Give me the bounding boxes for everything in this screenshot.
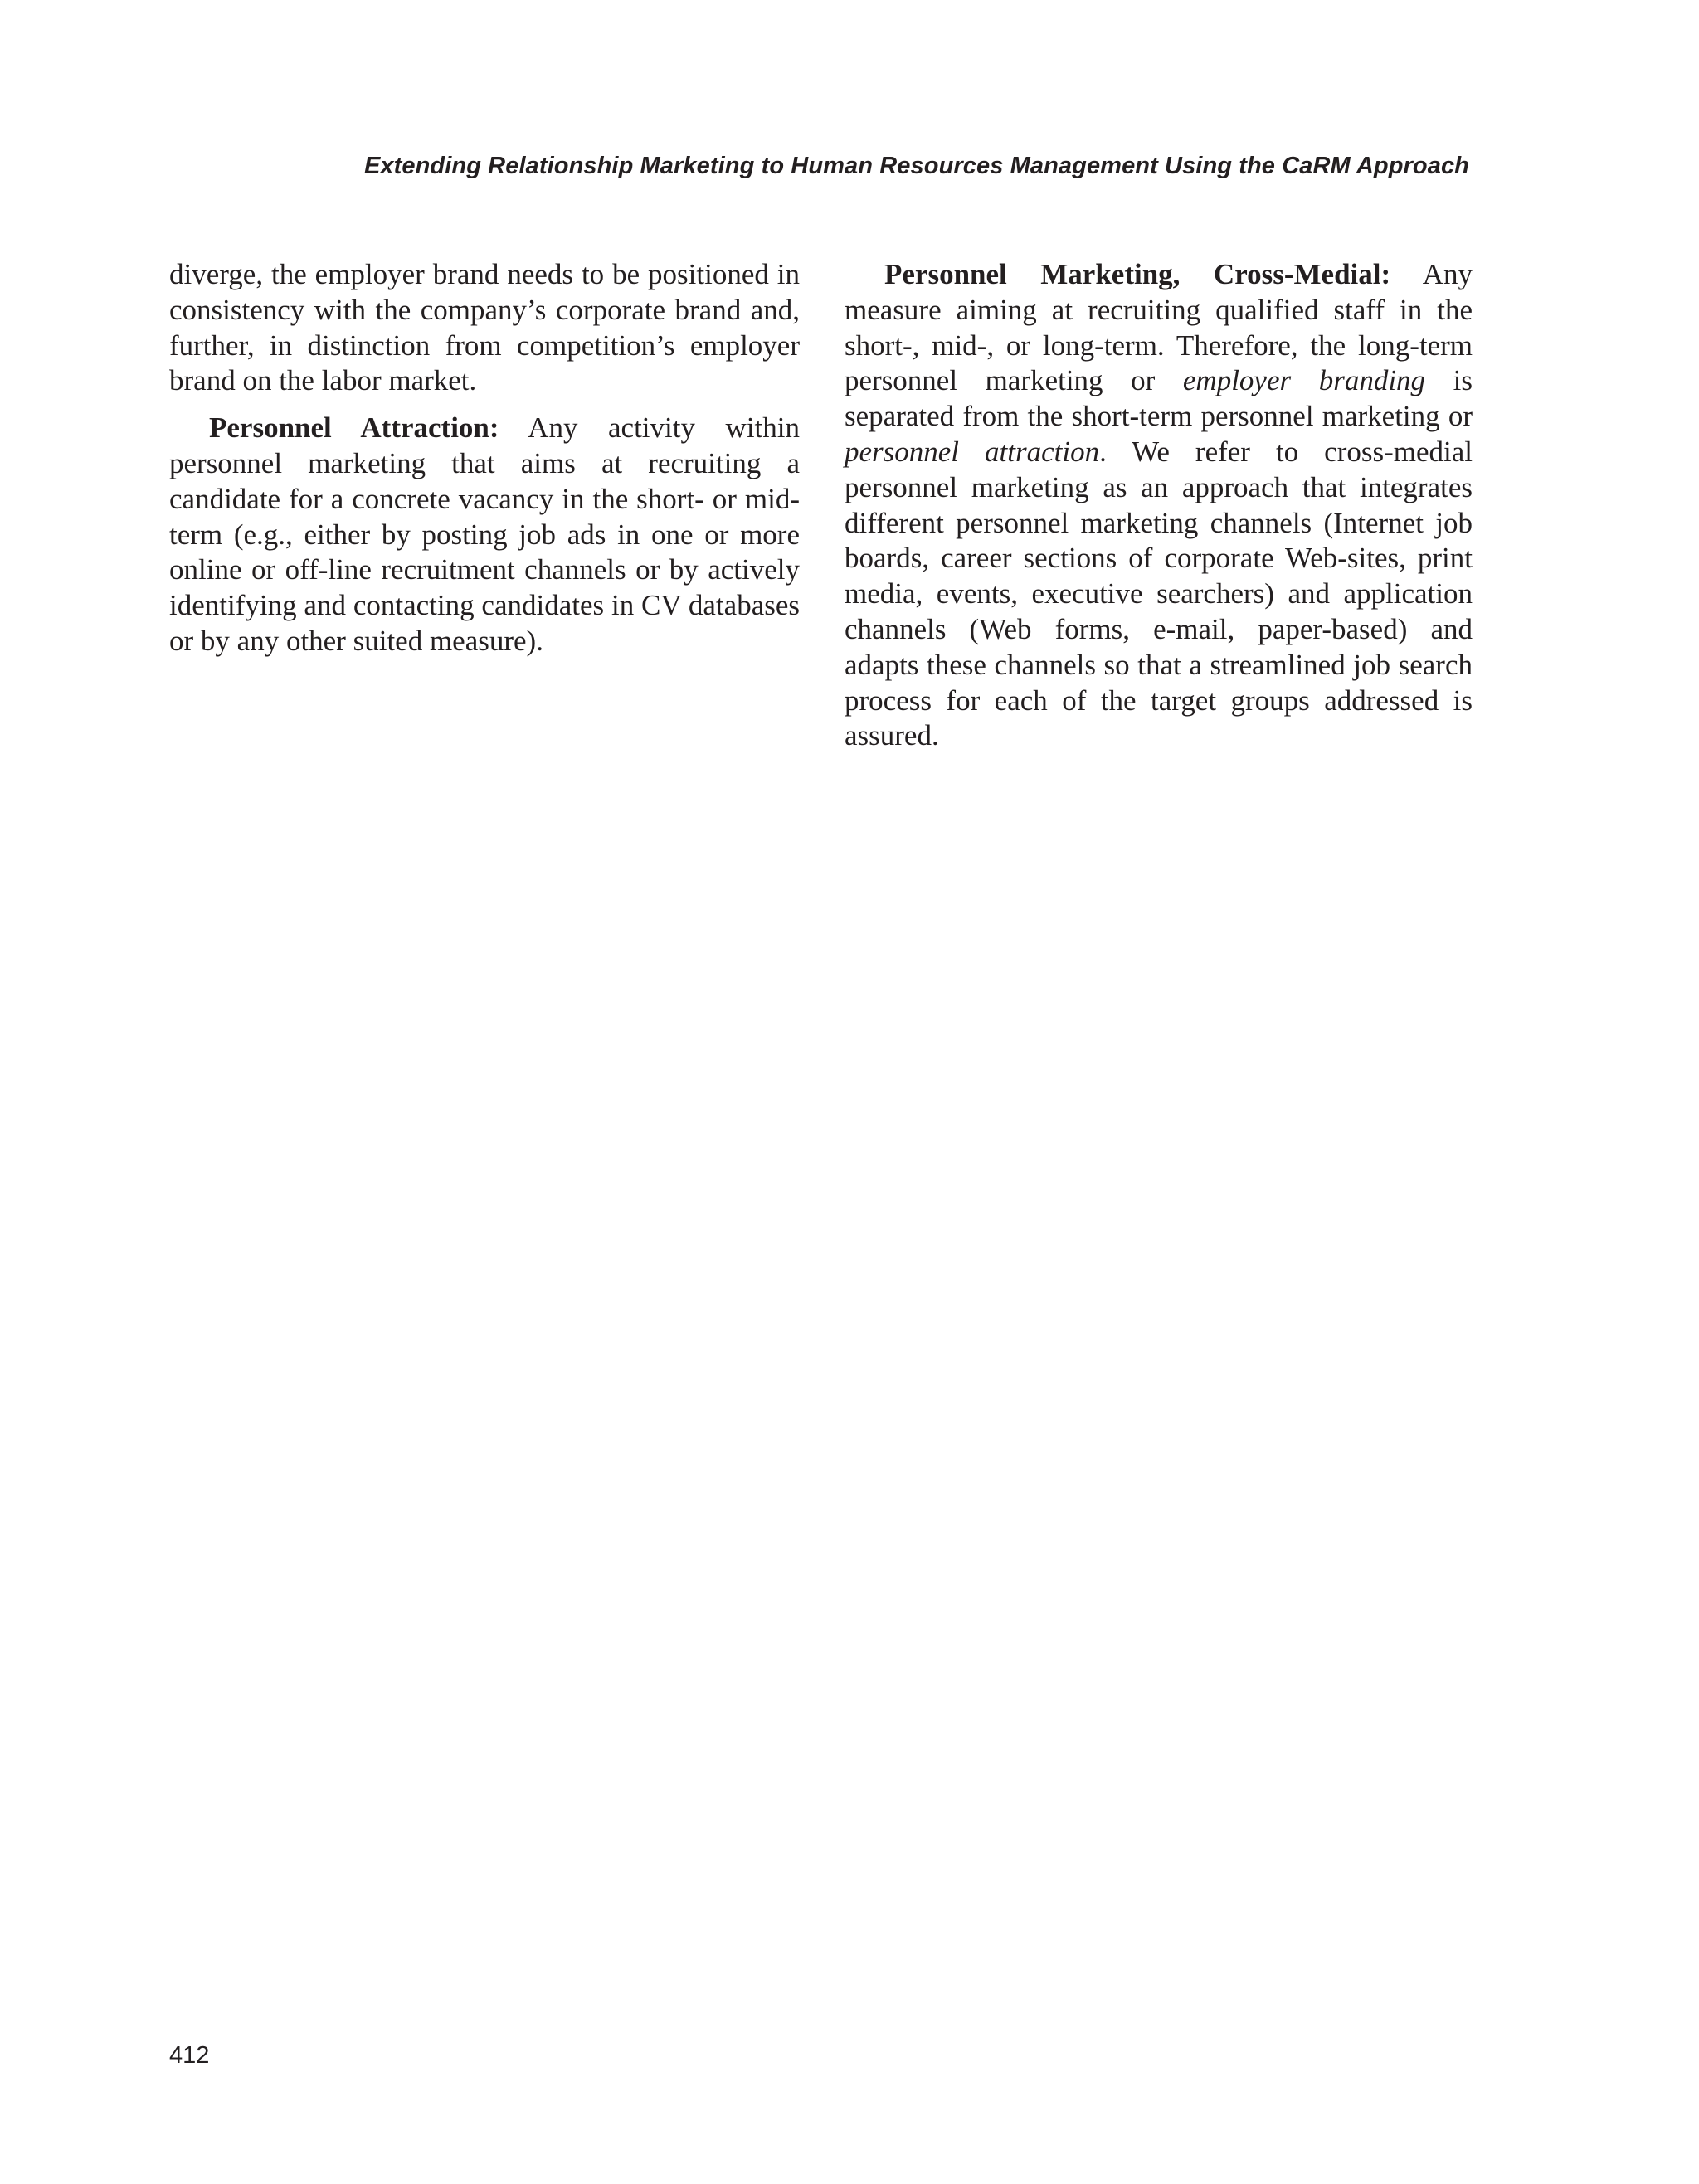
definition-part-a: Any measure aiming at recruiting qualified staff in the short-, mid-, or long-term. Therefore, the long-term personnel marketing or: [845, 258, 1473, 397]
term-personnel-attraction: Personnel Attraction:: [209, 411, 499, 445]
paragraph-personnel-marketing-cross-medial: [845, 257, 1473, 754]
paragraph-continuation: diverge, the employer brand needs to be positioned in consistency with the company’s corporate brand and, further, in distinction from competition’s employer brand on the labor market.: [169, 258, 800, 397]
emphasis-personnel-attraction: personnel attraction: [845, 435, 1100, 468]
right-column: [845, 257, 1473, 754]
definition-personnel-attraction: Any activity within personnel marketing that aims at recruiting a candidate for a concrete vacancy in the short- or mid-term (e.g., either by posting job ads in one or more online or off-line recruitment channels or by actively identifying and contacting candidates in CV databases or by any other suited measure).: [169, 411, 800, 657]
definition-part-b: is separated from the short-term personnel marketing or: [845, 364, 1473, 433]
definition-part-c: . We refer to cross-medial personnel marketing as an approach that integrates different personnel marketing channels (Internet job boards, career sections of corporate Web-sites, print media, events, executive searchers) and application channels (Web forms, e-mail, paper-based) and adapts these channels so that a streamlined job search process for each of the target groups addressed is assured.: [845, 435, 1473, 752]
left-column: [169, 257, 800, 659]
paragraph-personnel-attraction: [169, 411, 800, 659]
emphasis-employer-branding: employer branding: [1182, 364, 1426, 397]
page-number: 412: [169, 2042, 210, 2069]
running-header: Extending Relationship Marketing to Human Resources Management Using the CaRM Approach: [363, 153, 1469, 179]
term-personnel-marketing-cross-medial: Personnel Marketing, Cross-Medial:: [884, 258, 1391, 290]
